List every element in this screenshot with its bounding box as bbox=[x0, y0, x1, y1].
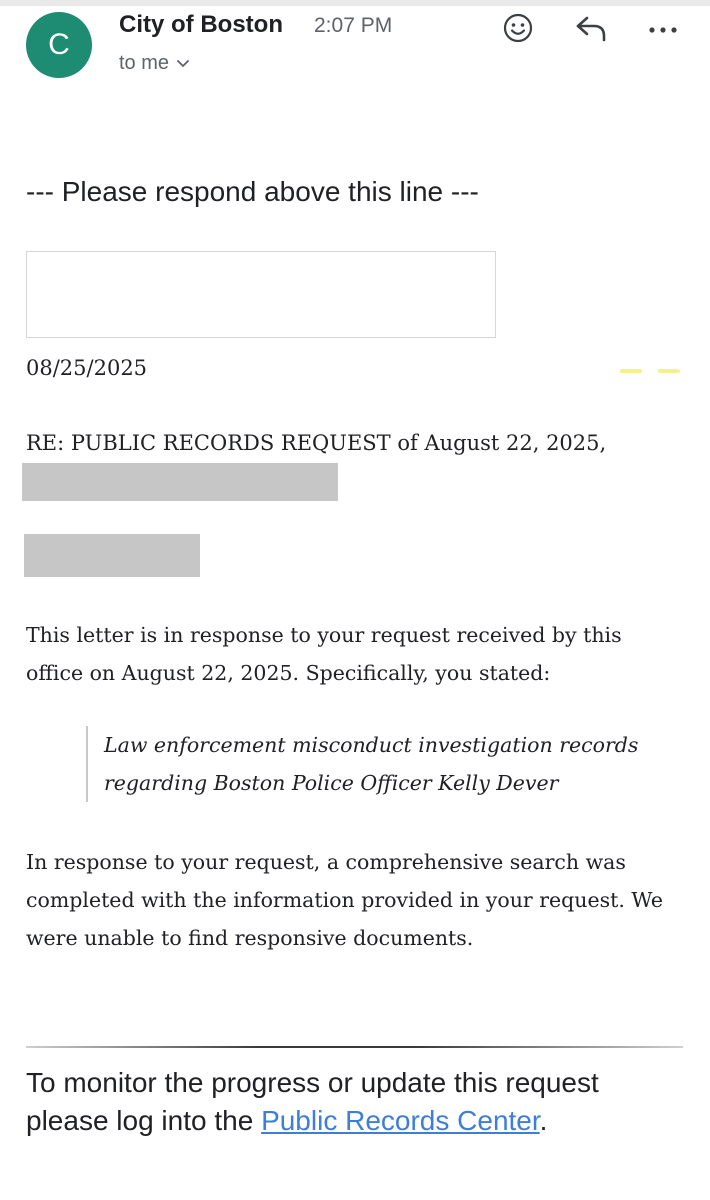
screen-top-edge bbox=[0, 0, 710, 6]
sender-avatar[interactable] bbox=[26, 12, 92, 78]
recipient-label: to me bbox=[119, 52, 170, 74]
response-paragraph: This letter is in response to your request received by this office on August 22, 2025. Specifically, you stated: bbox=[26, 623, 622, 685]
redacted-block bbox=[22, 463, 338, 501]
footer-text bbox=[26, 1064, 686, 1140]
footer-divider bbox=[26, 1046, 683, 1048]
re-subject-line: RE: PUBLIC RECORDS REQUEST of August 22, 2025, bbox=[26, 431, 607, 455]
avatar-letter: C bbox=[48, 28, 70, 61]
more-options-button[interactable] bbox=[643, 10, 683, 50]
more-options-icon bbox=[648, 21, 678, 39]
sender-name[interactable]: City of Boston bbox=[119, 11, 283, 38]
emoji-reaction-icon bbox=[502, 12, 534, 49]
letterhead-image-placeholder bbox=[26, 251, 496, 338]
highlight-marks bbox=[620, 369, 682, 375]
letter-date: 08/25/2025 bbox=[26, 356, 148, 380]
recipient-toggle[interactable] bbox=[119, 52, 189, 75]
search-result-paragraph: In response to your request, a comprehensive search was completed with the information provided in your request. We were unable to find responsive documents. bbox=[26, 850, 663, 950]
quote-text: Law enforcement misconduct investigation records regarding Boston Police Officer Kelly Dever bbox=[104, 733, 639, 795]
reply-button[interactable] bbox=[571, 10, 611, 50]
respond-above-line: --- Please respond above this line --- bbox=[26, 176, 479, 207]
emoji-reaction-button[interactable] bbox=[498, 10, 538, 50]
footer-prefix: To monitor the progress or update this request please log into the bbox=[26, 1067, 599, 1136]
sent-time: 2:07 PM bbox=[314, 14, 393, 37]
footer-suffix: . bbox=[539, 1105, 548, 1136]
reply-icon bbox=[574, 13, 608, 48]
request-quote bbox=[86, 726, 664, 802]
redacted-block bbox=[24, 534, 200, 577]
chevron-down-icon bbox=[177, 60, 189, 68]
public-records-center-link[interactable]: Public Records Center bbox=[261, 1105, 540, 1136]
